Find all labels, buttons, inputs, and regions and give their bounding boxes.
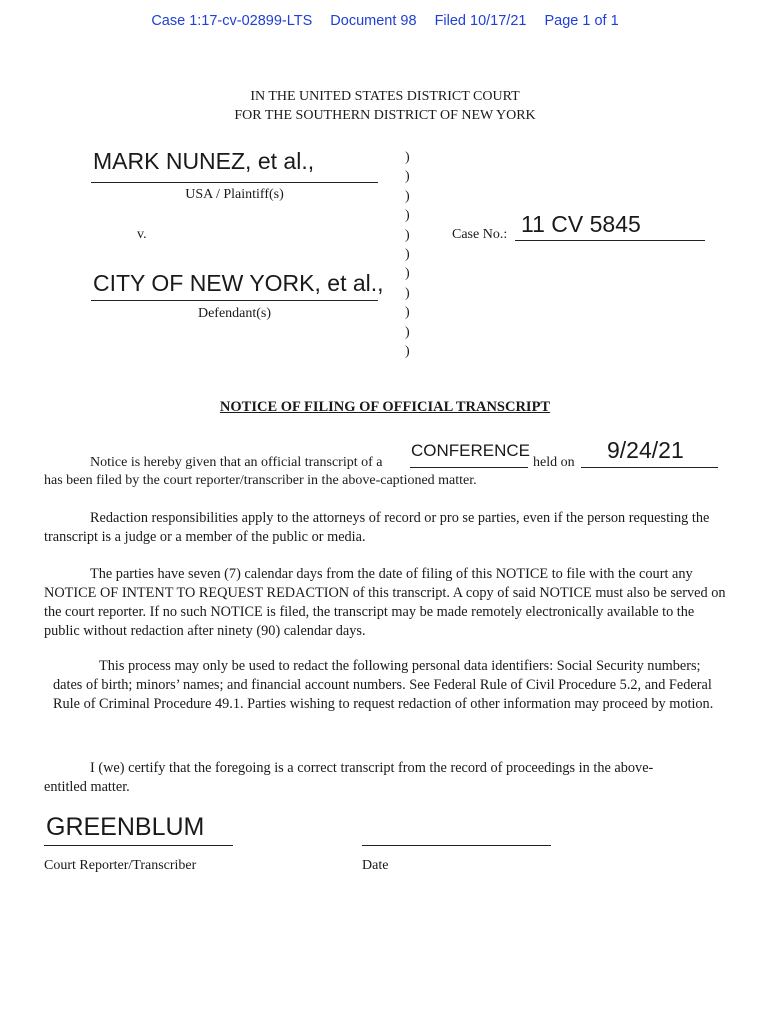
court-heading-line1: IN THE UNITED STATES DISTRICT COURT (250, 89, 520, 104)
reporter-signature-line (44, 845, 233, 846)
case-no-value: 11 CV 5845 (521, 211, 641, 237)
paren: ) (405, 305, 410, 321)
redaction-paragraph: Redaction responsibilities apply to the attorneys of record or pro se parties, even if the person requesting the transcript is a judge or a member of the public or media. (44, 510, 710, 545)
reporter-signature-name: GREENBLUM (46, 813, 205, 841)
paren: ) (405, 324, 410, 340)
certify-paragraph: I (we) certify that the foregoing is a correct transcript from the record of proceedings in the above-entitled matter. (44, 760, 654, 795)
seven-days-paragraph: The parties have seven (7) calendar days from the date of filing of this NOTICE to file with the court any NOTICE OF INTENT TO REQUEST REDACTION of this transcript. A copy of said NOTICE must also be served on the court reporter. If no such NOTICE is filed, the transcript may be made remotely electronically available to the public without redaction after ninety (90) calendar days. (44, 566, 726, 639)
reporter-label: Court Reporter/Transcriber (44, 858, 197, 873)
paren: ) (405, 285, 410, 301)
notice-title: NOTICE OF FILING OF OFFICIAL TRANSCRIPT (219, 399, 551, 415)
paren: ) (405, 227, 410, 243)
defendant-name: CITY OF NEW YORK, et al., (93, 270, 384, 296)
notice-text-b: held on (533, 455, 575, 470)
date-label: Date (362, 858, 389, 873)
defendant-label: Defendant(s) (197, 306, 272, 321)
filing-stamp (0, 13, 770, 29)
stamp-filed-date: Filed 10/17/21 (434, 13, 527, 29)
paren: ) (405, 208, 410, 224)
paren: ) (405, 246, 410, 262)
held-date: 9/24/21 (607, 437, 684, 463)
court-heading (0, 87, 770, 125)
paren: ) (405, 343, 410, 359)
date-signature-line (362, 845, 551, 846)
defendant-underline (91, 300, 378, 301)
paren: ) (405, 188, 410, 204)
held-date-underline (581, 467, 718, 468)
notice-text-c: has been filed by the court reporter/transcriber in the above-captioned matter. (44, 473, 477, 488)
stamp-page-number: Page 1 of 1 (544, 13, 619, 29)
paren: ) (405, 150, 410, 165)
versus-label: v. (137, 227, 147, 242)
stamp-case-number: Case 1:17-cv-02899-LTS (151, 13, 313, 29)
notice-text-a: Notice is hereby given that an official transcript of a (90, 455, 383, 470)
process-paragraph: This process may only be used to redact the following personal data identifiers: Social Security numbers; dates of birth; minors’ names; and financial account numbers. See Federal Rule of Civil Procedure 5.2, and Federal Rule of Criminal Procedure 49.1. Parties wishing to request redaction of other information may proceed by motion. (53, 658, 714, 712)
case-no-label: Case No.: (452, 227, 508, 242)
plaintiff-underline (91, 182, 378, 183)
plaintiff-name: MARK NUNEZ, et al., (93, 148, 315, 174)
court-heading-line2: FOR THE SOUTHERN DISTRICT OF NEW YORK (234, 108, 536, 123)
caption-parenthesis-column (405, 148, 410, 361)
transcript-type: CONFERENCE (411, 441, 531, 460)
case-no-underline (515, 240, 705, 241)
stamp-document-number: Document 98 (330, 13, 417, 29)
paren: ) (405, 266, 410, 282)
plaintiff-label: USA / Plaintiff(s) (185, 187, 284, 202)
transcript-type-underline (410, 467, 528, 468)
paren: ) (405, 169, 410, 185)
